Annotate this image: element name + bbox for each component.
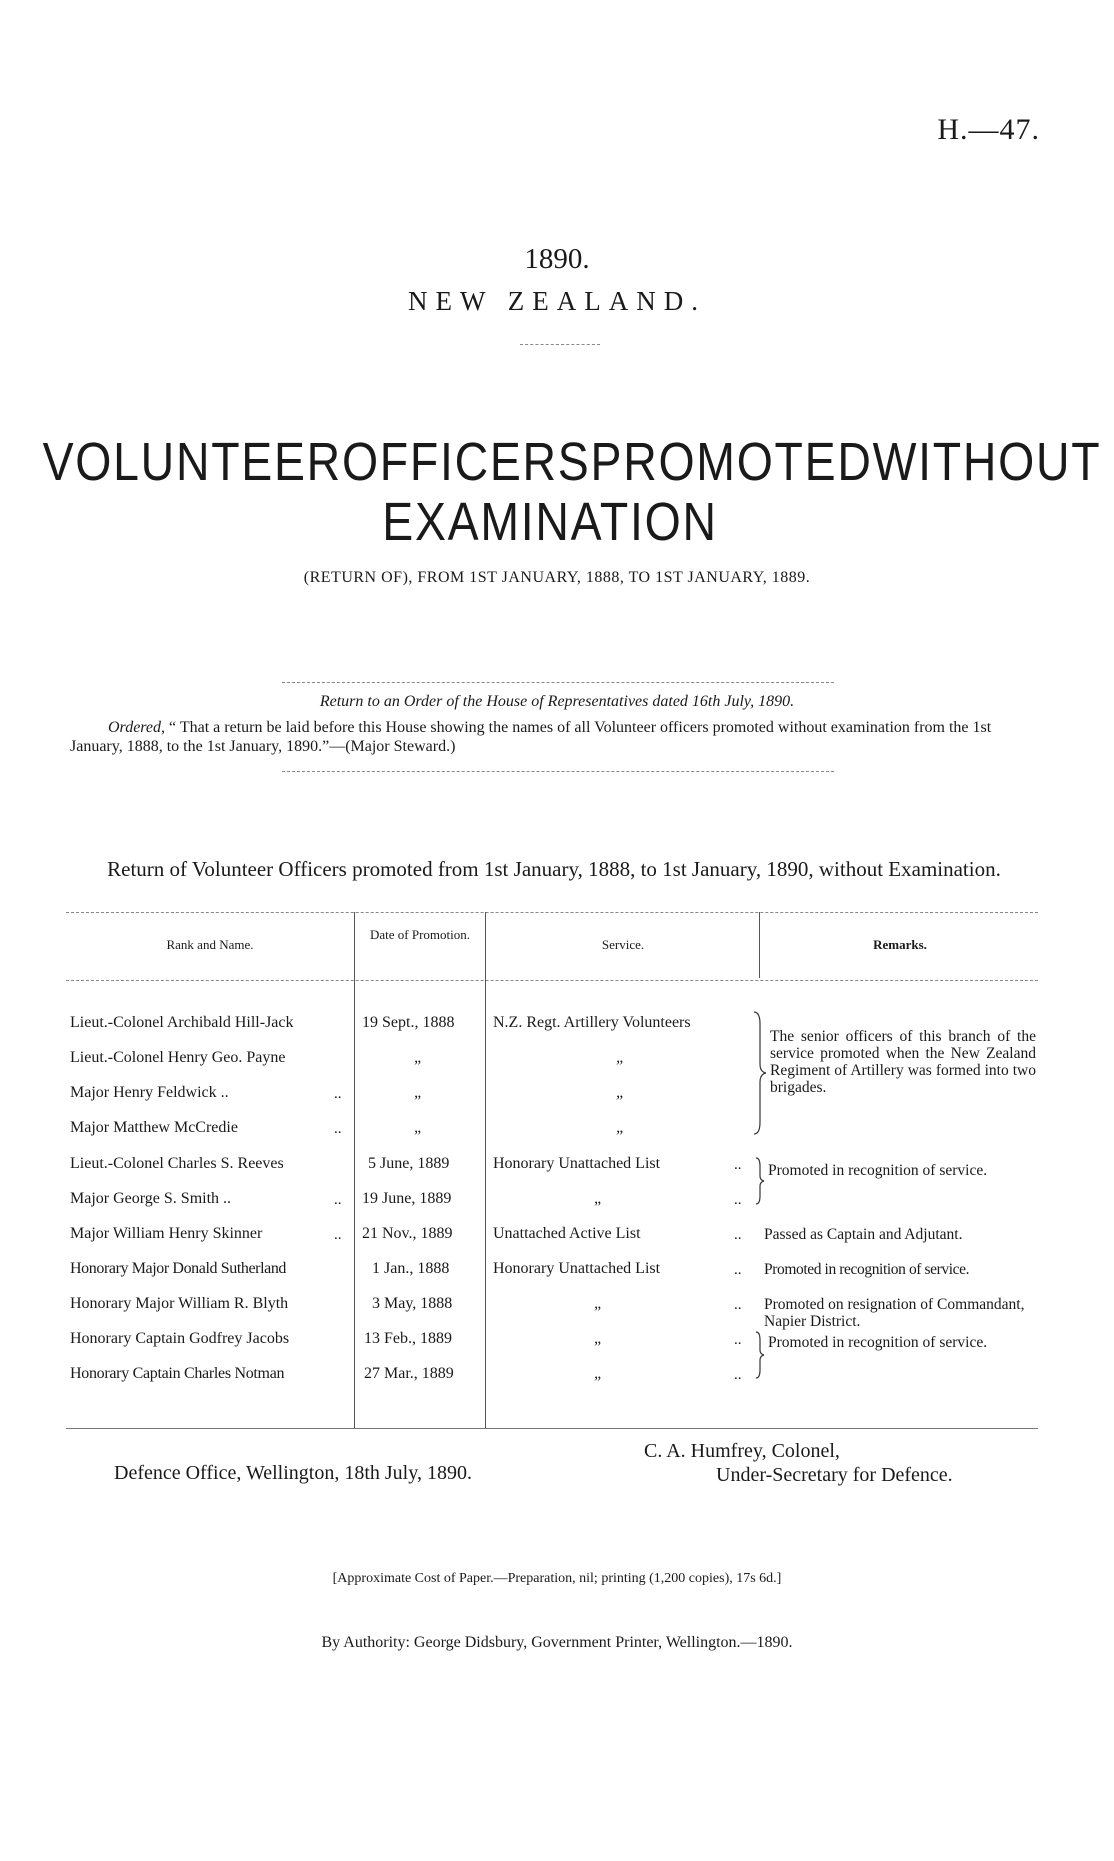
officer-name: Lieut.-Colonel Charles S. Reeves [70, 1155, 284, 1172]
leader-dots: .. [334, 1121, 342, 1137]
promotion-date: 3 May, 1888 [372, 1295, 453, 1312]
remark-blyth: Promoted on resignation of Commandant, Napier District. [764, 1296, 1025, 1330]
officer-name: Honorary Captain Godfrey Jacobs [70, 1330, 290, 1347]
officer-name: Lieut.-Colonel Henry Geo. Payne [70, 1049, 286, 1066]
document-subtitle: (RETURN OF), FROM 1ST JANUARY, 1888, TO 1ST JANUARY, 1889. [303, 569, 811, 586]
order-reference: Return to an Order of the House of Representatives dated 16th July, 1890. [319, 693, 795, 710]
ditto-mark: „ [414, 1049, 423, 1066]
officer-name: Major Henry Feldwick .. [70, 1084, 229, 1101]
leader-dots: .. [334, 1192, 342, 1208]
ditto-mark: „ [594, 1365, 603, 1382]
printing-cost-note: [Approximate Cost of Paper.—Preparation, nil; printing (1,200 copies), 17s 6d.] [332, 1571, 782, 1586]
document-reference: H.—47. [937, 113, 1040, 146]
table-bottom-rule [66, 1428, 1038, 1429]
divider [282, 682, 834, 683]
officer-name: Major Matthew McCredie [70, 1119, 238, 1136]
divider [520, 344, 600, 345]
officer-name: Honorary Captain Charles Notman [70, 1365, 285, 1382]
leader-dots: .. [734, 1367, 742, 1383]
column-divider [485, 912, 486, 1428]
column-divider [354, 912, 355, 1428]
promotion-date: 27 Mar., 1889 [364, 1365, 454, 1382]
title-word: VOLUNTEER [42, 432, 342, 492]
remark-artillery-group: The senior officers of this branch of the service promoted when the New Zealand Regiment of Artillery was formed into two brigades. [770, 1028, 1036, 1096]
title-line-1 [42, 432, 1102, 492]
leader-dots: .. [734, 1262, 742, 1278]
table-header-rule [66, 980, 1038, 981]
leader-dots: .. [734, 1332, 742, 1348]
column-header-date: Date of Promotion. [369, 927, 470, 942]
promotion-date: 19 June, 1889 [362, 1190, 452, 1207]
brace-icon [752, 1010, 768, 1136]
column-divider [759, 912, 760, 978]
ditto-mark: „ [594, 1295, 603, 1312]
issuing-office: Defence Office, Wellington, 18th July, 1890. [114, 1462, 472, 1484]
title-line-2: EXAMINATION [382, 492, 718, 552]
ordered-body: “ That a return be laid before this House showing the names of all Volunteer officers promoted without examination from the 1st January, 1888, to the 1st January, 1890.”—(Major Steward.) [70, 719, 992, 755]
leader-dots: .. [734, 1192, 742, 1208]
column-header-remarks: Remarks. [873, 937, 927, 952]
officer-name: Honorary Major Donald Sutherland [70, 1260, 287, 1277]
promotion-date: 19 Sept., 1888 [362, 1014, 455, 1031]
title-word: OFFICERS [341, 432, 591, 492]
brace-icon [754, 1330, 766, 1380]
leader-dots: .. [734, 1227, 742, 1243]
ordered-label: Ordered, [108, 719, 166, 736]
service: Honorary Unattached List [493, 1260, 661, 1277]
service: Honorary Unattached List [493, 1155, 661, 1172]
title-word: WITHOUT [872, 432, 1102, 492]
printer-authority: By Authority: George Didsbury, Government Printer, Wellington.—1890. [321, 1634, 793, 1651]
leader-dots: .. [734, 1297, 742, 1313]
officer-name: Major George S. Smith .. [70, 1190, 232, 1207]
table-top-rule [66, 912, 1038, 913]
ditto-mark: „ [616, 1119, 625, 1136]
leader-dots: .. [734, 1157, 742, 1173]
brace-icon [754, 1156, 766, 1206]
remark-recognition-1: Promoted in recognition of service. [768, 1162, 988, 1179]
title-word: PROMOTED [590, 432, 873, 492]
remark-recognition-2: Promoted in recognition of service. [768, 1334, 988, 1351]
leader-dots: .. [334, 1086, 342, 1102]
leader-dots: .. [334, 1227, 342, 1243]
return-heading: Return of Volunteer Officers promoted from 1st January, 1888, to 1st January, 1890, without Examination. [107, 857, 1001, 881]
document-title [42, 432, 1102, 552]
column-header-rank-name: Rank and Name. [166, 937, 254, 952]
signatory-name: C. A. Humfrey, Colonel, [644, 1440, 840, 1462]
service: Unattached Active List [493, 1225, 641, 1242]
ditto-mark: „ [414, 1084, 423, 1101]
service: N.Z. Regt. Artillery Volunteers [493, 1014, 691, 1031]
promotion-date: 5 June, 1889 [368, 1155, 450, 1172]
ditto-mark: „ [594, 1330, 603, 1347]
signatory-title: Under-Secretary for Defence. [716, 1464, 953, 1486]
promotion-date: 21 Nov., 1889 [362, 1225, 453, 1242]
country-heading: NEW ZEALAND. [408, 286, 706, 316]
ditto-mark: „ [594, 1190, 603, 1207]
officer-name: Major William Henry Skinner [70, 1225, 263, 1242]
ditto-mark: „ [414, 1119, 423, 1136]
publication-year: 1890. [524, 243, 590, 275]
ditto-mark: „ [616, 1084, 625, 1101]
promotion-date: 13 Feb., 1889 [364, 1330, 452, 1347]
divider [282, 771, 834, 772]
remark-skinner: Passed as Captain and Adjutant. [764, 1226, 963, 1243]
ditto-mark: „ [616, 1049, 625, 1066]
officer-name: Lieut.-Colonel Archibald Hill-Jack [70, 1014, 294, 1031]
promotion-date: 1 Jan., 1888 [372, 1260, 450, 1277]
column-header-service: Service. [601, 937, 645, 952]
officer-name: Honorary Major William R. Blyth [70, 1295, 289, 1312]
remark-sutherland: Promoted in recognition of service. [764, 1261, 970, 1278]
order-text [70, 718, 1040, 756]
